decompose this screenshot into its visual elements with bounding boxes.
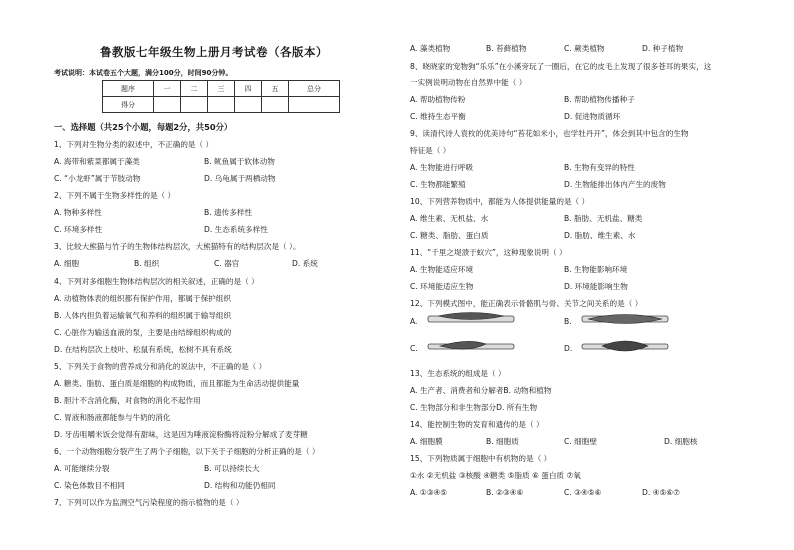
score-table-row: [103, 81, 340, 97]
option-text: D. 乌龟属于两栖动物: [204, 174, 276, 183]
question-stem: 特征是（ ）: [410, 146, 451, 155]
option-text: A. 动植物体表的组织都有保护作用，都属于保护组织: [54, 294, 231, 303]
option-text: C.: [410, 344, 418, 353]
option-text: D. 系统: [292, 259, 318, 268]
option-text: A. 海带和紫菜都属于藻类: [54, 157, 140, 166]
option-text: D. ④⑤⑥⑦: [642, 488, 680, 497]
option-text: A. 维生素、无机盐、水: [410, 214, 489, 223]
option-text: C. 环境多样性: [54, 225, 103, 234]
bone-muscle-diagram-b: [580, 311, 670, 327]
option-text: A.: [410, 317, 418, 326]
score-cell: [235, 97, 262, 113]
option-text: B. 脂肪、无机盐、糖类: [564, 214, 643, 223]
option-text: C. 器官: [214, 259, 240, 268]
option-text: A. 可能继续分裂: [54, 464, 110, 473]
option-text: B. 细胞质: [486, 437, 519, 446]
score-cell: [208, 97, 235, 113]
option-text: C. 染色体数目不相同: [54, 481, 125, 490]
bone-muscle-diagram-c: [426, 338, 516, 354]
option-text: B. ②③④⑥: [486, 488, 524, 497]
option-text: C. 胃液和肠液都能参与牛奶的消化: [54, 413, 171, 422]
question-stem: 13、生态系统的组成是（ ）: [410, 369, 506, 378]
question-stem: 6、一个动物细胞分裂产生了两个子细胞，以下关于子细胞的分析正确的是（ ）: [54, 447, 320, 456]
bone-muscle-diagram-d: [580, 338, 670, 354]
option-text: D. 牙齿咀嚼米饭会觉得有甜味，这是因为唾液淀粉酶将淀粉分解成了麦芽糖: [54, 430, 308, 439]
option-text: A. 帮助植物传粉: [410, 95, 466, 104]
option-text: A. 物种多样性: [54, 208, 102, 217]
option-text: B. 胆汁不含消化酶，对食物的消化不起作用: [54, 396, 201, 405]
option-text: D. 生态系统多样性: [204, 225, 268, 234]
question-stem: 一实例说明动物在自然界中能（ ）: [410, 78, 527, 87]
question-stem: 1、下列对生物分类的叙述中，不正确的是（ ）: [54, 140, 214, 149]
option-text: D. 促进物质循环: [564, 112, 621, 121]
question-stem: 8、晓晓家的宠物狗“乐乐”在小溪旁玩了一圈后，在它的皮毛上发现了很多苍耳的果实，这: [410, 62, 712, 71]
question-stem: 11、“千里之堤溃于蚁穴”，这种现象说明（ ）: [410, 248, 567, 257]
option-text: ①水 ②无机盐 ③核酸 ④糖类 ⑤脂质 ⑥ 蛋白质 ⑦氧: [410, 471, 581, 480]
option-text: C. 生物部分和非生物部分D. 所有生物: [410, 403, 538, 412]
section-heading: 一、选择题（共25个小题，每题2分，共50分）: [54, 122, 233, 132]
option-text: D. 生物能排出体内产生的废物: [564, 180, 666, 189]
option-text: A. 生物能适应环境: [410, 265, 474, 274]
score-table-row: [103, 97, 340, 113]
option-text: A. ①③④⑤: [410, 488, 448, 497]
option-text: B. 人体内担负着运输氧气和养料的组织属于输导组织: [54, 311, 232, 320]
question-stem: 9、读清代诗人袁枚的优美诗句“苔花如米小，也学牡丹开”，体会到其中包含的生物: [410, 129, 689, 138]
option-text: B. 苔藓植物: [486, 44, 527, 53]
option-text: C. 蕨类植物: [564, 44, 605, 53]
score-cell: 三: [208, 81, 235, 97]
question-stem: 10、下列营养物质中，都能为人体提供能量的是（ ）: [410, 197, 590, 206]
option-text: D. 环境能影响生物: [564, 282, 628, 291]
option-text: B. 鱿鱼属于软体动物: [204, 157, 275, 166]
option-text: C. 心脏作为输送血液的泵，主要是由结缔组织构成的: [54, 328, 232, 337]
question-stem: 15、下列物质属于细胞中有机物的是（ ）: [410, 454, 552, 463]
score-cell: 二: [181, 81, 208, 97]
option-text: D.: [564, 344, 573, 353]
option-text: C. “小龙虾”属于节肢动物: [54, 174, 141, 183]
score-cell: [262, 97, 289, 113]
option-text: A. 糖类、脂肪、蛋白质是细胞的构成物质，而且都能为生命活动提供能量: [54, 379, 300, 388]
option-text: D. 结构和功能仍相同: [204, 481, 276, 490]
score-cell: 总分: [289, 81, 340, 97]
score-cell: 得分: [103, 97, 154, 113]
option-text: D. 脂肪、维生素、水: [564, 231, 636, 240]
question-stem: 3、比较大熊猫与竹子的生物体结构层次，大熊猫特有的结构层次是（ ）。: [54, 242, 301, 251]
score-cell: 五: [262, 81, 289, 97]
option-text: C. 环境能适应生物: [410, 282, 474, 291]
option-text: B. 帮助植物传播种子: [564, 95, 635, 104]
option-text: B.: [564, 317, 572, 326]
option-text: B. 组织: [134, 259, 160, 268]
score-cell: 题序: [103, 81, 154, 97]
page-title: 鲁教版七年级生物上册月考试卷（各版本）: [100, 45, 328, 59]
question-stem: 12、下列模式图中，能正确表示骨骼肌与骨、关节之间关系的是（ ）: [410, 299, 643, 308]
option-text: C. ③④⑤⑥: [564, 488, 602, 497]
option-text: A. 细胞膜: [410, 437, 443, 446]
question-stem: 4、下列对多细胞生物体结构层次的相关叙述，正确的是（ ）: [54, 277, 259, 286]
score-cell: [289, 97, 340, 113]
option-text: A. 生物能进行呼吸: [410, 163, 474, 172]
option-text: B. 可以持续长大: [204, 464, 260, 473]
option-text: D. 细胞核: [664, 437, 698, 446]
score-cell: [154, 97, 181, 113]
exam-notice: 考试说明：本试卷五个大题，满分100分，时间90分钟。: [54, 69, 233, 77]
option-text: D. 种子植物: [642, 44, 684, 53]
option-text: C. 维持生态平衡: [410, 112, 466, 121]
option-text: A. 藻类植物: [410, 44, 451, 53]
option-text: B. 生物有变异的特性: [564, 163, 635, 172]
option-text: B. 遗传多样性: [204, 208, 253, 217]
question-stem: 14、能控制生物的发育和遗传的是（ ）: [410, 420, 544, 429]
question-stem: 7、下列可以作为监测空气污染程度的指示植物的是（ ）: [54, 498, 244, 507]
option-text: A. 细胞: [54, 259, 80, 268]
score-cell: [181, 97, 208, 113]
score-table: [102, 80, 340, 113]
option-text: D. 在结构层次上枝叶、松鼠有系统，松树不具有系统: [54, 345, 232, 354]
score-cell: 四: [235, 81, 262, 97]
option-text: A. 生产者、消费者和分解者B. 动物和植物: [410, 386, 552, 395]
question-stem: 5、下列关于食物的营养成分和消化的说法中，不正确的是（ ）: [54, 362, 267, 371]
question-stem: 2、下列不属于生物多样性的是（ ）: [54, 191, 176, 200]
bone-muscle-diagram-a: [426, 311, 516, 327]
option-text: B. 生物能影响环境: [564, 265, 628, 274]
option-text: C. 细胞壁: [564, 437, 597, 446]
option-text: C. 糖类、脂肪、蛋白质: [410, 231, 489, 240]
option-text: C. 生物都能繁殖: [410, 180, 466, 189]
score-cell: 一: [154, 81, 181, 97]
